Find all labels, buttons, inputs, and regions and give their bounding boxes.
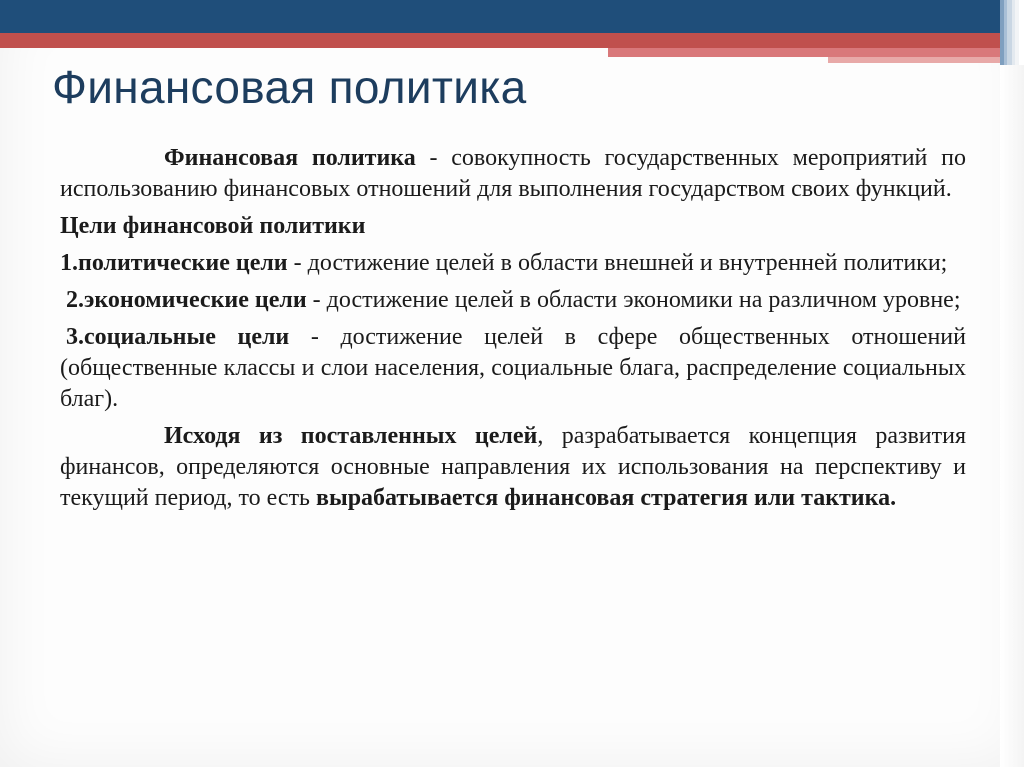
header-bar-step [608, 48, 1000, 57]
page-title: Финансовая политика [52, 61, 527, 113]
header-bar-navy [0, 0, 1000, 33]
slide-content [60, 143, 966, 514]
goal-text: - достижение целей в области экономики на различном уровне; [306, 287, 961, 313]
slide-edge [1000, 65, 1024, 767]
header-stripes [1000, 0, 1024, 65]
goal-label: 2.экономические цели [66, 287, 307, 313]
header-bar-red [0, 33, 1000, 48]
goal-item [60, 248, 966, 279]
goal-text: - достижение целей в сфере общественных отношений (общественные классы и слои населения, социальные блага, распределение социальных благ). [60, 324, 966, 412]
goals-heading: Цели финансовой политики [60, 213, 366, 239]
conclusion-strategy: вырабатывается финансовая стратегия или тактика. [316, 485, 897, 511]
definition-text: - совокупность государственных мероприятий по использованию финансовых отношений для выполнения государством своих функций. [60, 145, 966, 202]
header-bar-step [828, 57, 1000, 63]
conclusion-lead: Исходя из поставленных целей [164, 423, 538, 449]
goal-item [60, 285, 966, 316]
definition-paragraph [60, 143, 966, 205]
conclusion-paragraph [60, 421, 966, 514]
definition-term: Финансовая политика [164, 145, 416, 171]
goal-label: 3.социальные цели [66, 324, 290, 350]
goal-label: 1.политические цели [60, 250, 288, 276]
goal-text: - достижение целей в области внешней и внутренней политики; [287, 250, 948, 276]
conclusion-text: , разрабатывается концепция развития финансов, определяются основные направления их использования на перспективу и текущий период, то есть [60, 423, 967, 511]
goal-item [60, 322, 966, 415]
